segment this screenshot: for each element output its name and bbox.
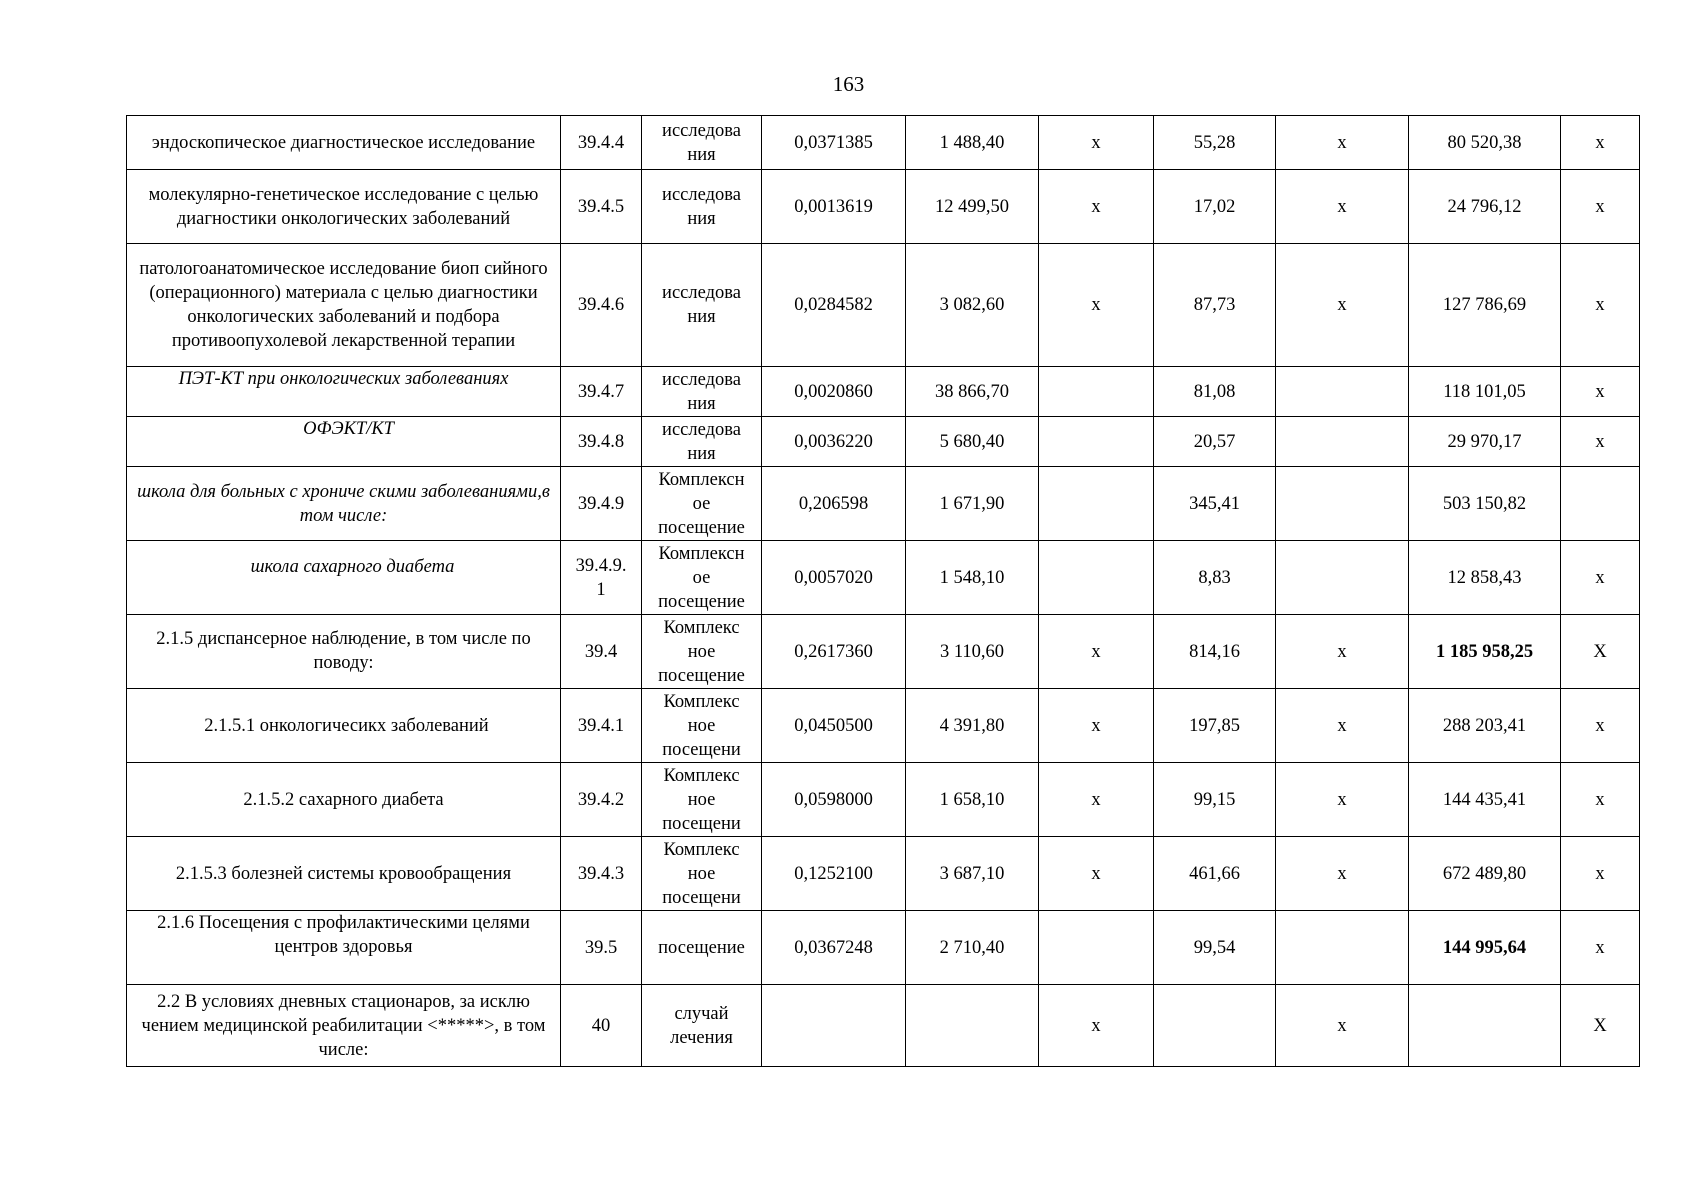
- row-code: 39.4.9: [561, 467, 642, 541]
- row-value-6: 144 995,64: [1409, 911, 1561, 985]
- row-value-7: х: [1561, 541, 1640, 615]
- row-value-7: х: [1561, 689, 1640, 763]
- row-value-4: 87,73: [1154, 244, 1276, 367]
- row-value-5: х: [1276, 170, 1409, 244]
- row-value-4: 99,15: [1154, 763, 1276, 837]
- row-value-4: 17,02: [1154, 170, 1276, 244]
- row-value-4: 55,28: [1154, 116, 1276, 170]
- row-name: школа для больных с хрониче скими заболеваниями,в том числе:: [127, 467, 561, 541]
- row-value-1: 0,0450500: [762, 689, 906, 763]
- table-row: [127, 837, 1640, 911]
- row-value-2: 1 658,10: [906, 763, 1039, 837]
- row-value-1: 0,2617360: [762, 615, 906, 689]
- row-code: 39.4.5: [561, 170, 642, 244]
- row-value-2: 38 866,70: [906, 367, 1039, 417]
- row-value-5: [1276, 541, 1409, 615]
- row-value-3: [1039, 417, 1154, 467]
- row-value-6: 127 786,69: [1409, 244, 1561, 367]
- row-value-5: х: [1276, 985, 1409, 1067]
- row-value-1: 0,0013619: [762, 170, 906, 244]
- row-value-4: 814,16: [1154, 615, 1276, 689]
- page-number: 163: [832, 72, 865, 96]
- row-code: 39.4.9. 1: [561, 541, 642, 615]
- row-value-5: [1276, 911, 1409, 985]
- row-code: 40: [561, 985, 642, 1067]
- row-value-4: [1154, 985, 1276, 1067]
- row-value-1: 0,1252100: [762, 837, 906, 911]
- row-value-6: 29 970,17: [1409, 417, 1561, 467]
- row-value-1: 0,0598000: [762, 763, 906, 837]
- table-row: [127, 116, 1640, 170]
- row-value-7: х: [1561, 837, 1640, 911]
- row-value-5: х: [1276, 615, 1409, 689]
- row-unit: исследова ния: [642, 367, 762, 417]
- row-value-6: 12 858,43: [1409, 541, 1561, 615]
- table-row: [127, 985, 1640, 1067]
- row-value-7: х: [1561, 116, 1640, 170]
- table-row: [127, 170, 1640, 244]
- row-unit: Комплекс ное посещение: [642, 615, 762, 689]
- row-value-3: х: [1039, 615, 1154, 689]
- row-value-2: 1 548,10: [906, 541, 1039, 615]
- row-value-6: 288 203,41: [1409, 689, 1561, 763]
- row-name: 2.1.5.1 онкологичесикх заболеваний: [127, 689, 561, 763]
- row-code: 39.4.2: [561, 763, 642, 837]
- row-value-6: 672 489,80: [1409, 837, 1561, 911]
- row-name: 2.1.6 Посещения с профилактическими целями центров здоровья: [127, 911, 561, 985]
- row-name: ОФЭКТ/КТ: [127, 417, 561, 467]
- row-unit: Комплекс ное посещени: [642, 837, 762, 911]
- row-value-3: х: [1039, 244, 1154, 367]
- row-value-7: Х: [1561, 985, 1640, 1067]
- row-value-3: х: [1039, 116, 1154, 170]
- row-value-5: х: [1276, 116, 1409, 170]
- row-code: 39.4.4: [561, 116, 642, 170]
- row-unit: Комплекс ное посещени: [642, 689, 762, 763]
- row-name: 2.1.5.3 болезней системы кровообращения: [127, 837, 561, 911]
- row-value-6: 80 520,38: [1409, 116, 1561, 170]
- row-value-5: х: [1276, 244, 1409, 367]
- row-value-7: х: [1561, 170, 1640, 244]
- table-row: [127, 541, 1640, 615]
- row-unit: Комплексн ое посещение: [642, 541, 762, 615]
- row-value-3: х: [1039, 985, 1154, 1067]
- row-value-3: [1039, 467, 1154, 541]
- row-value-4: 461,66: [1154, 837, 1276, 911]
- row-value-2: [906, 985, 1039, 1067]
- row-value-2: 3 082,60: [906, 244, 1039, 367]
- row-value-1: 0,0284582: [762, 244, 906, 367]
- row-value-2: 5 680,40: [906, 417, 1039, 467]
- table-row: [127, 417, 1640, 467]
- row-unit: исследова ния: [642, 116, 762, 170]
- row-value-2: 3 687,10: [906, 837, 1039, 911]
- data-table: [126, 115, 1640, 1067]
- row-value-7: х: [1561, 417, 1640, 467]
- row-value-1: [762, 985, 906, 1067]
- row-unit: исследова ния: [642, 170, 762, 244]
- row-value-1: 0,0057020: [762, 541, 906, 615]
- row-value-7: х: [1561, 911, 1640, 985]
- row-value-6: 503 150,82: [1409, 467, 1561, 541]
- table-row: [127, 689, 1640, 763]
- row-value-3: [1039, 367, 1154, 417]
- row-value-7: х: [1561, 244, 1640, 367]
- row-name: 2.1.5.2 сахарного диабета: [127, 763, 561, 837]
- row-value-2: 1 488,40: [906, 116, 1039, 170]
- row-value-2: 2 710,40: [906, 911, 1039, 985]
- row-value-6: 24 796,12: [1409, 170, 1561, 244]
- row-code: 39.4: [561, 615, 642, 689]
- row-name: 2.2 В условиях дневных стационаров, за исклю чением медицинской реабилитации <*****>, в том числе:: [127, 985, 561, 1067]
- row-value-6: 1 185 958,25: [1409, 615, 1561, 689]
- row-value-3: [1039, 911, 1154, 985]
- row-value-7: Х: [1561, 615, 1640, 689]
- row-value-1: 0,0020860: [762, 367, 906, 417]
- row-value-5: [1276, 367, 1409, 417]
- row-value-4: 8,83: [1154, 541, 1276, 615]
- row-value-7: [1561, 467, 1640, 541]
- row-name: ПЭТ-КТ при онкологических заболеваниях: [127, 367, 561, 417]
- row-value-4: 99,54: [1154, 911, 1276, 985]
- row-value-5: х: [1276, 837, 1409, 911]
- row-code: 39.5: [561, 911, 642, 985]
- row-unit: исследова ния: [642, 244, 762, 367]
- row-unit: исследова ния: [642, 417, 762, 467]
- table-row: [127, 467, 1640, 541]
- row-value-3: [1039, 541, 1154, 615]
- table-row: [127, 244, 1640, 367]
- row-value-3: х: [1039, 689, 1154, 763]
- row-value-5: х: [1276, 763, 1409, 837]
- row-unit: Комплексн ое посещение: [642, 467, 762, 541]
- row-name: эндоскопическое диагностическое исследование: [127, 116, 561, 170]
- row-value-3: х: [1039, 763, 1154, 837]
- table-row: [127, 367, 1640, 417]
- table-row: [127, 615, 1640, 689]
- row-value-2: 3 110,60: [906, 615, 1039, 689]
- row-value-3: х: [1039, 170, 1154, 244]
- row-code: 39.4.6: [561, 244, 642, 367]
- row-value-4: 345,41: [1154, 467, 1276, 541]
- row-value-2: 12 499,50: [906, 170, 1039, 244]
- row-value-4: 197,85: [1154, 689, 1276, 763]
- row-name: 2.1.5 диспансерное наблюдение, в том числе по поводу:: [127, 615, 561, 689]
- row-value-6: 144 435,41: [1409, 763, 1561, 837]
- table-row: [127, 763, 1640, 837]
- row-code: 39.4.1: [561, 689, 642, 763]
- row-value-6: [1409, 985, 1561, 1067]
- row-value-4: 20,57: [1154, 417, 1276, 467]
- row-unit: случай лечения: [642, 985, 762, 1067]
- row-code: 39.4.7: [561, 367, 642, 417]
- row-value-5: х: [1276, 689, 1409, 763]
- row-unit: Комплекс ное посещени: [642, 763, 762, 837]
- row-value-2: 1 671,90: [906, 467, 1039, 541]
- row-value-6: 118 101,05: [1409, 367, 1561, 417]
- row-unit: посещение: [642, 911, 762, 985]
- row-value-5: [1276, 417, 1409, 467]
- row-code: 39.4.3: [561, 837, 642, 911]
- row-value-1: 0,0036220: [762, 417, 906, 467]
- row-value-1: 0,0371385: [762, 116, 906, 170]
- row-name: молекулярно-генетическое исследование с целью диагностики онкологических заболеваний: [127, 170, 561, 244]
- row-value-5: [1276, 467, 1409, 541]
- row-value-1: 0,0367248: [762, 911, 906, 985]
- row-name: патологоанатомическое исследование биоп сийного (операционного) материала с целью диагностики онкологических заболеваний и подбора противоопухолевой лекарственной терапии: [127, 244, 561, 367]
- row-code: 39.4.8: [561, 417, 642, 467]
- row-value-3: х: [1039, 837, 1154, 911]
- row-value-4: 81,08: [1154, 367, 1276, 417]
- row-value-7: х: [1561, 763, 1640, 837]
- row-value-7: х: [1561, 367, 1640, 417]
- row-name: школа сахарного диабета: [127, 541, 561, 615]
- row-value-1: 0,206598: [762, 467, 906, 541]
- table-row: [127, 911, 1640, 985]
- row-value-2: 4 391,80: [906, 689, 1039, 763]
